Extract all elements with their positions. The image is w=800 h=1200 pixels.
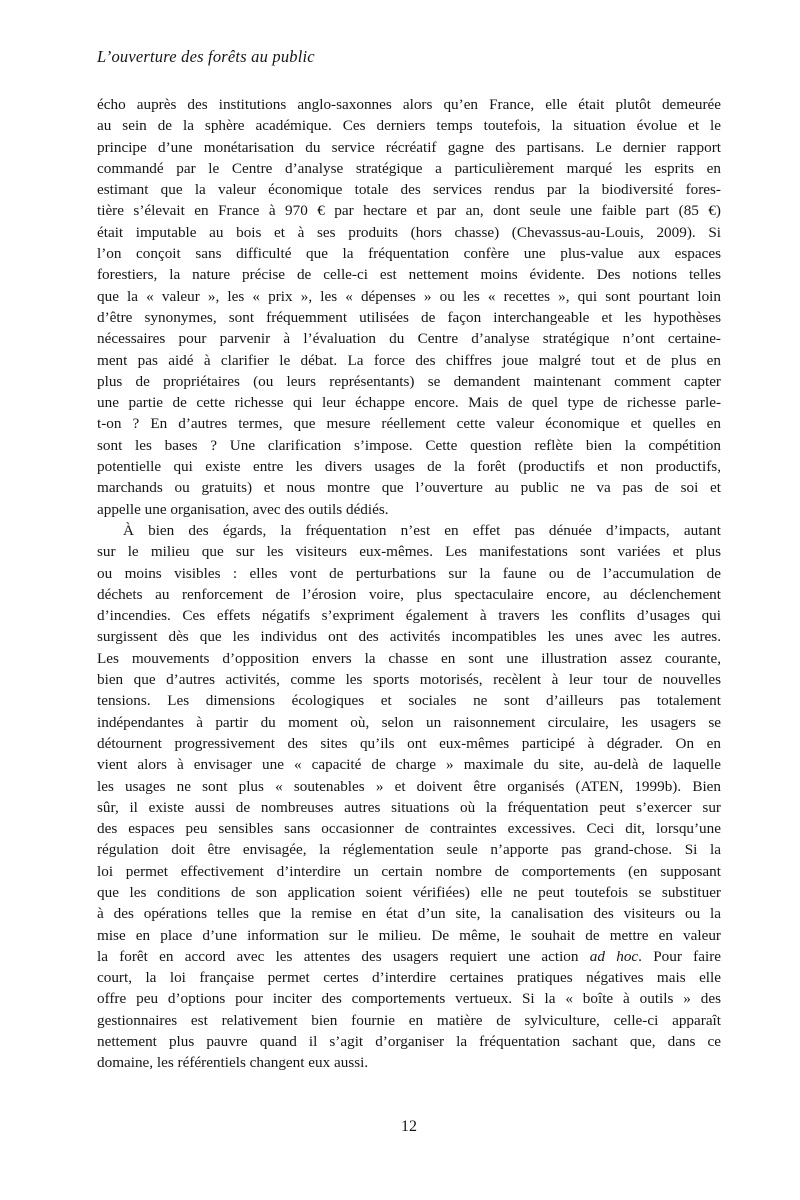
text-line: Les mouvements d’opposition envers la chasse en sont une illustration assez courante, (97, 649, 721, 667)
page-number: 12 (401, 1118, 417, 1135)
text-line: était imputable au bois et à ses produits (hors chasse) (Chevassus-au-Louis, 2009). Si (97, 223, 721, 241)
text-line: tensions. Les dimensions écologiques et sociales ne sont d’ailleurs pas totalement (97, 692, 721, 710)
paragraph (97, 520, 721, 1074)
text-line: vient alors à envisager une « capacité de charge » maximale du site, au-delà de laquelle (97, 756, 721, 774)
text-line: sûr, il existe aussi de nombreuses autres situations où la fréquentation peut s’exercer sur (97, 798, 721, 816)
text-line: ou moins visibles : elles vont de perturbations sur la faune ou de l’accumulation de (97, 564, 721, 582)
text-line: que les conditions de son application soient vérifiées) elle ne peut toutefois se substituer (97, 883, 721, 901)
text-line: potentielle qui existe entre les divers usages de la forêt (productifs et non productifs, (97, 458, 721, 476)
text-line: plus de propriétaires (ou leurs représentants) se demandent maintenant comment capter (97, 372, 721, 390)
text-line: estimant que la valeur économique totale des services rendus par la biodiversité fores- (97, 181, 721, 199)
text-line: À bien des égards, la fréquentation n’est en effet pas dénuée d’impacts, autant (123, 521, 721, 539)
text-line: indépendantes à partir du moment où, selon un raisonnement circulaire, les usagers se (97, 713, 721, 731)
text-line: domaine, les référentiels changent eux aussi. (97, 1054, 369, 1072)
text-line: détournent progressivement des sites qu’ils ont eux-mêmes participé à dégrader. On en (97, 734, 721, 752)
text-line: principe d’une monétarisation du service récréatif gagne des partisans. Le dernier rapport (97, 138, 721, 156)
text-line: que la « valeur », les « prix », les « dépenses » ou les « recettes », qui sont pourtant loin (97, 287, 721, 305)
text-line: à des opérations telles que la remise en état d’un site, la canalisation des visiteurs ou la (97, 905, 721, 923)
text-line: offre peu d’options pour inciter des comportements vertueux. Si la « boîte à outils » des (97, 990, 721, 1008)
text-line: commandé par le Centre d’analyse stratégique a particulièrement marqué les esprits en (97, 159, 721, 177)
text-line: les usages ne sont plus « soutenables » et doivent être organisés (ATEN, 1999b). Bien (97, 777, 721, 795)
paragraph (97, 94, 721, 520)
text-line: la forêt en accord avec les attentes des usagers requiert une action ad hoc. Pour faire (97, 947, 721, 965)
text-line: déchets au renforcement de l’érosion voire, plus spectaculaire encore, au déclenchement (97, 585, 721, 603)
text-line: loi permet effectivement d’interdire un certain nombre de comportements (en supposant (97, 862, 721, 880)
text-line: l’on conçoit sans difficulté que la fréquentation confère une plus-value aux espaces (97, 245, 721, 263)
text-line: une partie de cette richesse qui leur échappe encore. Mais de quel type de richesse parle- (97, 394, 721, 412)
text-line: marchands ou gratuits) et nous montre que l’ouverture au public ne va pas de soi et (97, 479, 721, 497)
text-line: d’être synonymes, sont fréquemment utilisées de façon interchangeable et les hypothèses (97, 308, 721, 326)
text-line: nécessaires pour parvenir à l’évaluation du Centre d’analyse stratégique n’ont certaine- (97, 330, 721, 348)
text-line: sont les bases ? Une clarification s’impose. Cette question reflète bien la compétition (97, 436, 721, 454)
text-line: ment pas aidé à clarifier le débat. La force des chiffres joue malgré tout et de plus en (97, 351, 721, 369)
text-line: nettement plus pauvre quand il s’agit d’organiser la fréquentation sachant que, dans ce (97, 1033, 721, 1051)
text-line: t-on ? En d’autres termes, que mesure réellement cette valeur économique et quelles en (97, 415, 721, 433)
text-line: tière s’élevait en France à 970 € par hectare et par an, dont seule une faible part (85 €) (97, 202, 721, 220)
text-line: sur le milieu que sur les visiteurs eux-mêmes. Les manifestations sont variées et plus (97, 543, 721, 561)
text-line: régulation doit être envisagée, la réglementation seule n’apporte pas grand-chose. Si la (97, 841, 721, 859)
text-line: gestionnaires est relativement bien fournie en matière de sylviculture, celle-ci apparaît (97, 1011, 721, 1029)
body-text (97, 94, 721, 1074)
text-line: mise en place d’une information sur le milieu. De même, le souhait de mettre en valeur (97, 926, 721, 944)
text-line: forestiers, la nature précise de celle-ci est nettement moins évidente. Des notions telles (97, 266, 721, 284)
text-line: bien que d’autres activités, comme les sports motorisés, recèlent à leur tour de nouvelles (97, 671, 721, 689)
text-line: écho auprès des institutions anglo-saxonnes alors qu’en France, elle était plutôt demeurée (97, 96, 721, 113)
text-line: au sein de la sphère académique. Ces derniers temps toutefois, la situation évolue et le (97, 117, 721, 135)
text-line: appelle une organisation, avec des outils dédiés. (97, 500, 389, 518)
text-line: d’incendies. Ces effets négatifs s’expriment également à travers les conflits d’usages qui (97, 607, 721, 625)
text-line: surgissent dès que les individus ont des activités incompatibles les unes avec les autres. (97, 628, 721, 646)
running-header: L’ouverture des forêts au public (97, 47, 315, 66)
text-line: des espaces peu sensibles sans occasionner de contraintes excessives. Ceci dit, lorsqu’une (97, 820, 721, 838)
text-line: court, la loi française permet certes d’interdire certaines pratiques négatives mais elle (97, 969, 721, 987)
